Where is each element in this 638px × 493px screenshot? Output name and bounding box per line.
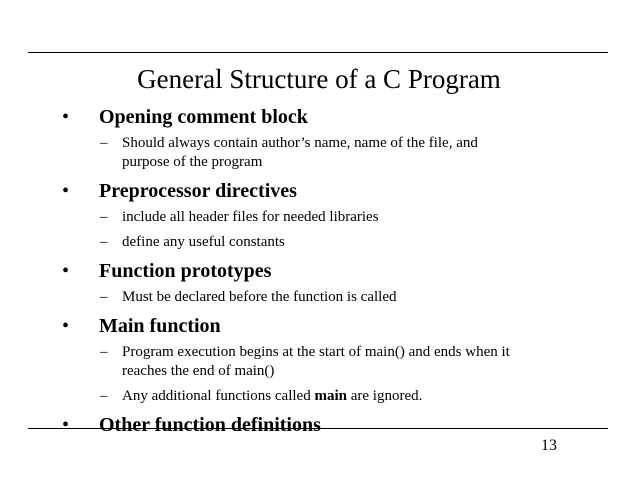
bullet-icon: • <box>62 414 70 436</box>
bullet-item <box>60 412 580 438</box>
slide-title: General Structure of a C Program <box>137 64 501 94</box>
sub-item <box>60 208 580 227</box>
bottom-rule <box>28 428 608 429</box>
bullet-item <box>60 313 580 339</box>
sub-item-text: Any additional functions called <box>122 388 315 404</box>
slide-content <box>60 104 580 442</box>
sub-item <box>60 233 580 252</box>
sub-item-bold-keyword: main <box>314 388 347 404</box>
sub-item-text: Should always contain author’s name, name of the file, and <box>122 135 478 151</box>
sub-item <box>60 387 580 406</box>
sub-item-text: Must be declared before the function is called <box>122 289 397 305</box>
bullet-label: Function prototypes <box>99 260 272 282</box>
sub-item <box>60 134 580 172</box>
sub-item-text-after: are ignored. <box>346 388 423 404</box>
page-number: 13 <box>541 437 557 454</box>
sub-item <box>60 288 580 307</box>
bullet-label: Opening comment block <box>99 106 308 128</box>
dash-icon: – <box>100 135 108 151</box>
sub-item-text-cont: reaches the end of main() <box>122 363 275 379</box>
dash-icon: – <box>100 234 108 250</box>
sub-item-text: include all header files for needed libraries <box>122 209 379 225</box>
bullet-icon: • <box>62 315 70 337</box>
dash-icon: – <box>100 289 108 305</box>
bullet-item <box>60 178 580 204</box>
bullet-label: Other function definitions <box>99 414 321 436</box>
bullet-icon: • <box>62 260 70 282</box>
sub-item-text: Program execution begins at the start of main() and ends when it <box>122 344 510 360</box>
bullet-label: Preprocessor directives <box>99 180 297 202</box>
top-rule <box>28 52 608 53</box>
sub-item-text-cont: purpose of the program <box>122 154 263 170</box>
dash-icon: – <box>100 344 108 360</box>
bullet-item <box>60 104 580 130</box>
bullet-icon: • <box>62 106 70 128</box>
bullet-item <box>60 258 580 284</box>
dash-icon: – <box>100 209 108 225</box>
dash-icon: – <box>100 388 108 404</box>
sub-item-text: define any useful constants <box>122 234 285 250</box>
bullet-label: Main function <box>99 315 221 337</box>
bullet-icon: • <box>62 180 70 202</box>
sub-item <box>60 343 580 381</box>
